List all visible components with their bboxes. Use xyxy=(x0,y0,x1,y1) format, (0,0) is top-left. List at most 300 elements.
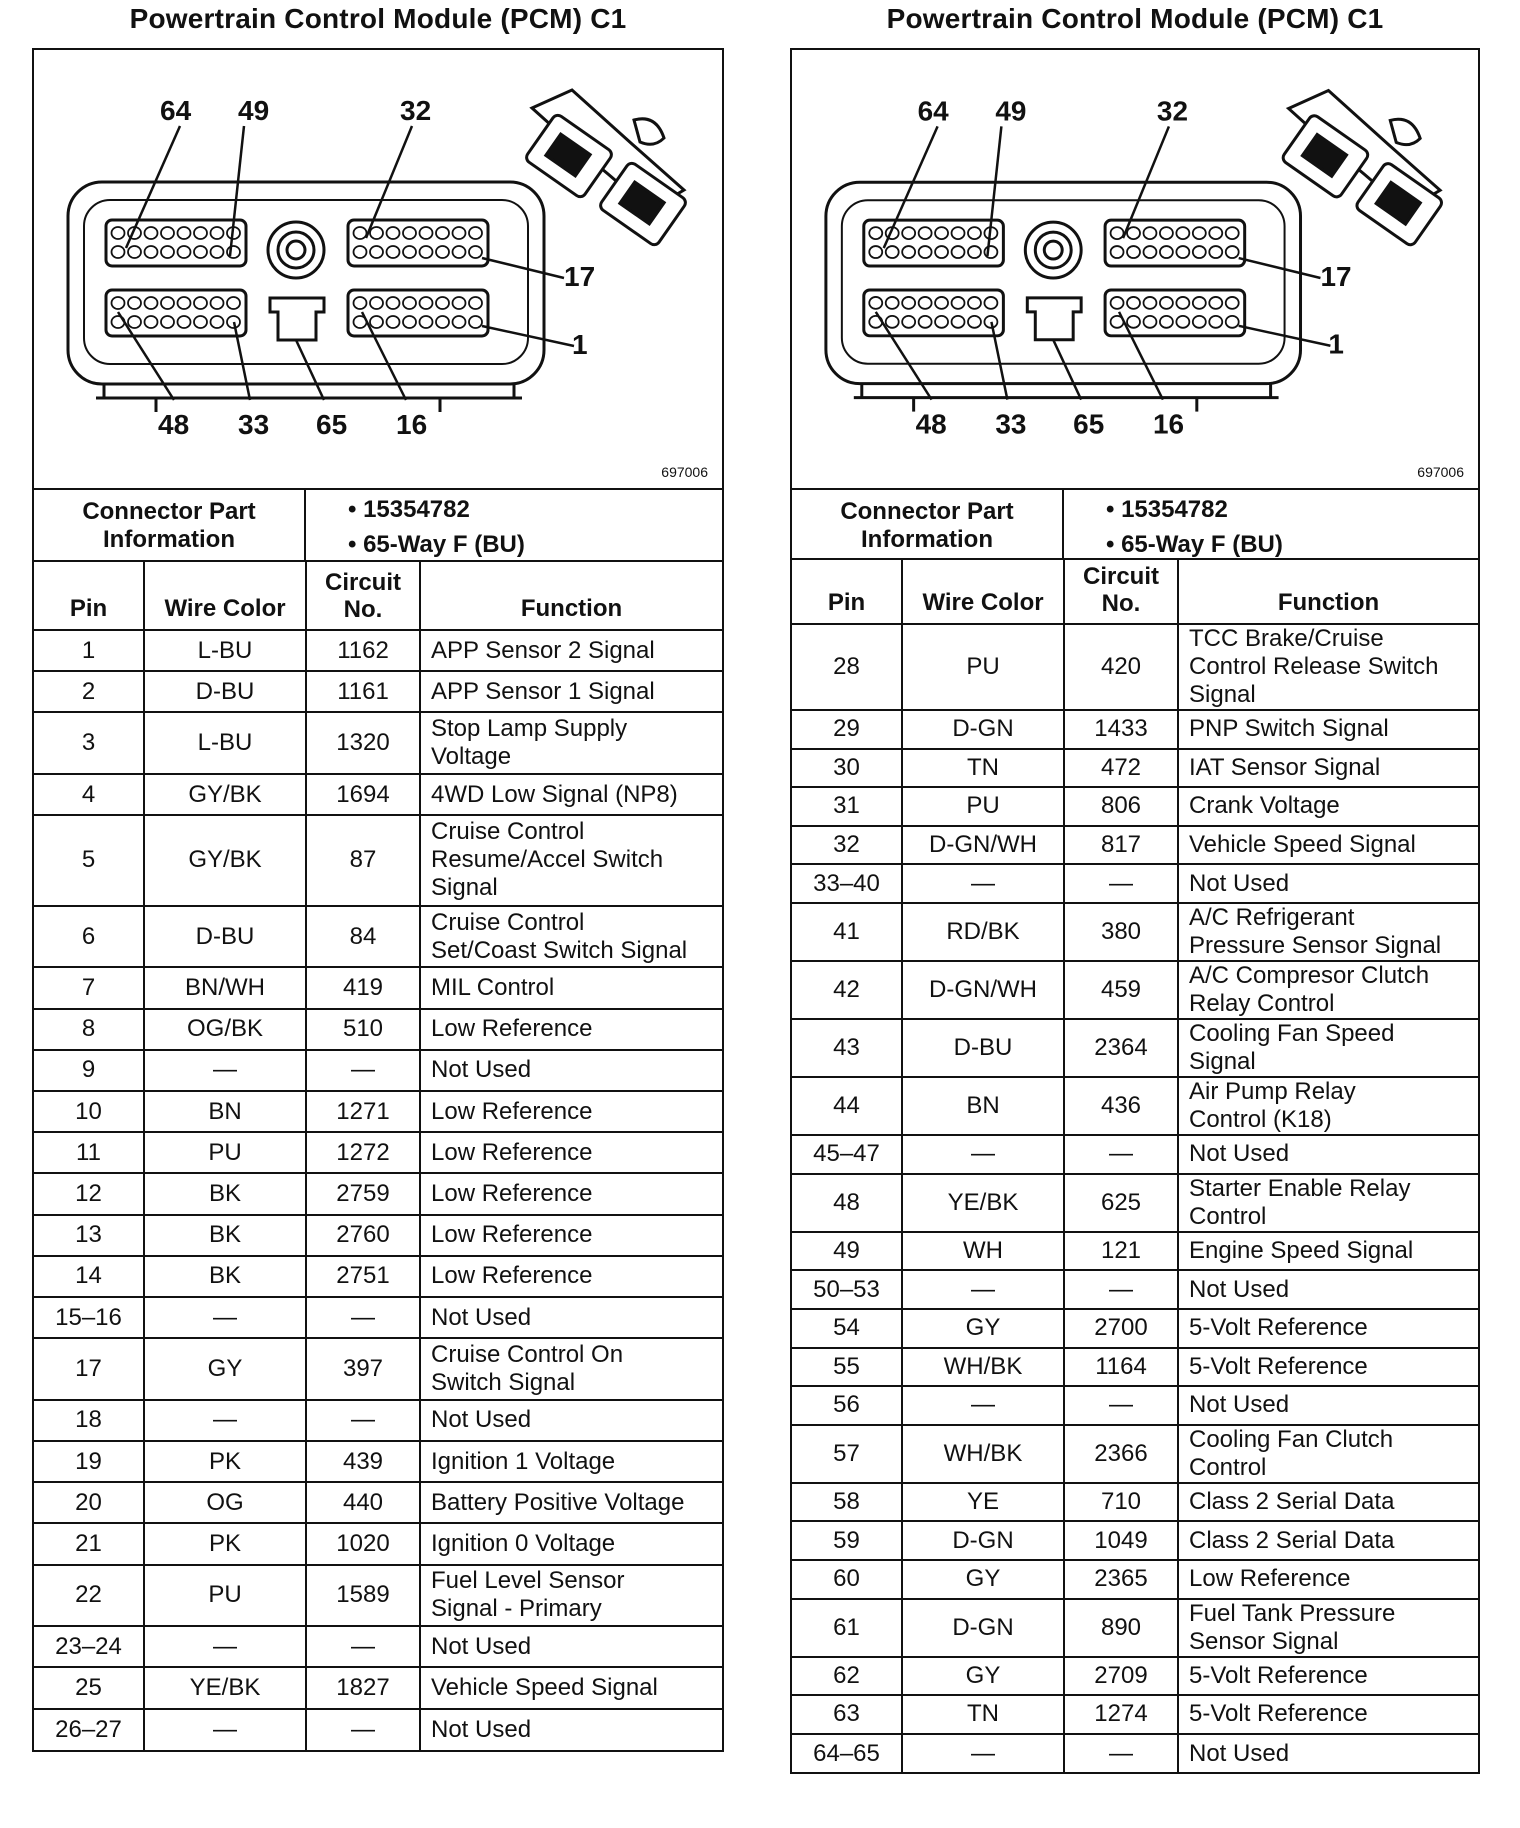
pin-cell: 33–40 xyxy=(792,864,902,903)
circuit-cell: — xyxy=(1064,1734,1178,1773)
wire-color-cell: D-GN xyxy=(902,1599,1064,1657)
circuit-cell: 1272 xyxy=(306,1132,420,1173)
wire-color-cell: — xyxy=(902,864,1064,903)
pin-hole xyxy=(968,227,981,239)
pin-hole xyxy=(420,246,433,258)
pin-hole xyxy=(1127,227,1140,239)
header-circuit: Circuit No. xyxy=(1064,560,1178,624)
pin-hole xyxy=(453,246,466,258)
pin-hole xyxy=(886,246,899,258)
wire-color-cell: YE/BK xyxy=(144,1667,306,1708)
function-cell xyxy=(1178,826,1478,865)
pin-table xyxy=(34,562,722,1750)
pin-hole xyxy=(1143,297,1156,309)
pin-cell: 60 xyxy=(792,1560,902,1599)
callout-49: 49 xyxy=(995,95,1027,127)
pin-hole xyxy=(952,227,965,239)
pin-hole xyxy=(984,297,997,309)
pin-cell: 9 xyxy=(34,1050,144,1091)
table-row xyxy=(792,903,1478,961)
pin-cell: 64–65 xyxy=(792,1734,902,1773)
pin-hole xyxy=(919,246,932,258)
table-row xyxy=(34,906,722,968)
pin-hole xyxy=(935,316,948,328)
wire-color-cell: — xyxy=(902,1135,1064,1174)
wire-color-cell: GY/BK xyxy=(144,815,306,906)
table-row xyxy=(34,630,722,671)
table-row xyxy=(792,1019,1478,1077)
table-row xyxy=(792,1483,1478,1522)
wire-color-cell: YE xyxy=(902,1483,1064,1522)
function-cell xyxy=(1178,787,1478,826)
pin-hole xyxy=(919,227,932,239)
pin-cell: 31 xyxy=(792,787,902,826)
table-row xyxy=(34,1215,722,1256)
wire-color-cell: WH/BK xyxy=(902,1348,1064,1387)
wire-color-cell: RD/BK xyxy=(902,903,1064,961)
circuit-cell: 625 xyxy=(1064,1174,1178,1232)
pin-rows xyxy=(34,630,722,1750)
pin-hole xyxy=(1176,227,1189,239)
pin-hole xyxy=(403,246,416,258)
table-row xyxy=(792,624,1478,710)
wire-color-cell: WH/BK xyxy=(902,1425,1064,1483)
pin-hole xyxy=(128,297,141,309)
wire-color-cell: — xyxy=(902,1386,1064,1425)
pin-hole xyxy=(1143,316,1156,328)
function-cell xyxy=(1178,710,1478,749)
connector-drawing xyxy=(34,50,722,490)
pin-hole xyxy=(902,227,915,239)
table-row xyxy=(792,1734,1478,1773)
pin-cell: 6 xyxy=(34,906,144,968)
function-cell xyxy=(1178,624,1478,710)
pin-hole xyxy=(403,227,416,239)
callout-65: 65 xyxy=(1073,408,1105,440)
wire-color-cell: GY xyxy=(902,1309,1064,1348)
callout-64: 64 xyxy=(917,95,949,127)
function-cell xyxy=(420,1297,722,1338)
pin-hole xyxy=(1127,297,1140,309)
circuit-cell: 2759 xyxy=(306,1173,420,1214)
pin-hole xyxy=(194,227,207,239)
pin-hole xyxy=(145,316,158,328)
function-line: Voltage xyxy=(431,743,512,771)
pin-cell: 18 xyxy=(34,1400,144,1441)
pin-cell: 21 xyxy=(34,1523,144,1564)
pin-hole xyxy=(469,246,482,258)
pin-cell: 50–53 xyxy=(792,1270,902,1309)
pin-hole xyxy=(436,316,449,328)
function-line: Cooling Fan Clutch xyxy=(1189,1425,1394,1453)
pin-hole xyxy=(1160,297,1173,309)
function-line: Sensor Signal xyxy=(1189,1627,1339,1655)
function-line: Vehicle Speed Signal xyxy=(431,1673,658,1701)
table-row xyxy=(792,1135,1478,1174)
callout-48: 48 xyxy=(915,408,947,440)
mini-connector-icon xyxy=(1281,91,1444,248)
pin-hole xyxy=(869,227,882,239)
circuit-cell: 440 xyxy=(306,1482,420,1523)
function-line: 4WD Low Signal (NP8) xyxy=(431,780,678,808)
table-header-row xyxy=(34,562,722,630)
pin-cell: 28 xyxy=(792,624,902,710)
pin-hole xyxy=(1160,246,1173,258)
function-line: Engine Speed Signal xyxy=(1189,1237,1414,1265)
pin-cell: 23–24 xyxy=(34,1626,144,1667)
connector-part-label: Connector Part Information xyxy=(34,490,306,560)
function-cell xyxy=(420,630,722,671)
pin-cell: 5 xyxy=(34,815,144,906)
circuit-cell: — xyxy=(306,1626,420,1667)
function-cell xyxy=(1178,903,1478,961)
wire-color-cell: D-GN xyxy=(902,710,1064,749)
function-line: Not Used xyxy=(431,1632,532,1660)
function-cell xyxy=(1178,749,1478,788)
pin-hole xyxy=(935,227,948,239)
pin-hole xyxy=(1193,227,1206,239)
function-line: Not Used xyxy=(1189,1391,1290,1419)
pin-cell: 4 xyxy=(34,774,144,815)
function-line: Class 2 Serial Data xyxy=(1189,1526,1395,1554)
function-line: Low Reference xyxy=(431,1262,593,1290)
wire-color-cell: WH xyxy=(902,1232,1064,1271)
table-row xyxy=(792,1657,1478,1696)
function-cell xyxy=(420,1565,722,1627)
function-cell xyxy=(420,1400,722,1441)
function-line: Control Release Switch xyxy=(1189,653,1439,680)
pin-hole xyxy=(1209,297,1222,309)
function-cell xyxy=(1178,864,1478,903)
table-row xyxy=(34,1523,722,1564)
connector-part-info xyxy=(792,490,1478,560)
function-cell xyxy=(420,671,722,712)
pin-hole xyxy=(902,246,915,258)
table-row xyxy=(792,749,1478,788)
pin-hole xyxy=(436,246,449,258)
function-line: 5-Volt Reference xyxy=(1189,1700,1368,1728)
function-line: Low Reference xyxy=(431,1015,593,1043)
wire-color-cell: PK xyxy=(144,1441,306,1482)
circuit-cell: 87 xyxy=(306,815,420,906)
callout-64: 64 xyxy=(160,95,192,126)
circuit-cell: 2364 xyxy=(1064,1019,1178,1077)
function-line: Not Used xyxy=(431,1056,532,1084)
pin-hole xyxy=(919,297,932,309)
pin-hole xyxy=(420,297,433,309)
pin-hole xyxy=(387,227,400,239)
wire-color-cell: OG xyxy=(144,1482,306,1523)
table-row xyxy=(792,1599,1478,1657)
pin-hole xyxy=(1193,316,1206,328)
function-line: Relay Control xyxy=(1189,990,1335,1018)
table-row xyxy=(34,1091,722,1132)
pin-hole xyxy=(902,297,915,309)
table-row xyxy=(34,1565,722,1627)
pin-hole xyxy=(211,316,224,328)
circuit-cell: 420 xyxy=(1064,624,1178,710)
function-cell xyxy=(420,1173,722,1214)
table-row xyxy=(792,826,1478,865)
pin-hole xyxy=(1209,246,1222,258)
circuit-cell: 436 xyxy=(1064,1077,1178,1135)
pin-hole xyxy=(354,297,367,309)
pin-hole xyxy=(128,316,141,328)
function-line: 5-Volt Reference xyxy=(1189,1314,1368,1342)
function-cell xyxy=(420,1709,722,1750)
wire-color-cell: BK xyxy=(144,1256,306,1297)
pin-cell: 59 xyxy=(792,1521,902,1560)
circuit-cell: — xyxy=(306,1050,420,1091)
function-cell xyxy=(420,1050,722,1091)
function-line: Cruise Control xyxy=(431,908,585,936)
circuit-cell: 2365 xyxy=(1064,1560,1178,1599)
circuit-cell: 121 xyxy=(1064,1232,1178,1271)
circuit-cell: 419 xyxy=(306,967,420,1008)
pin-hole xyxy=(370,227,383,239)
table-row xyxy=(792,1174,1478,1232)
mini-connector-icon xyxy=(524,90,687,247)
wire-color-cell: GY/BK xyxy=(144,774,306,815)
table-row xyxy=(34,1400,722,1441)
pin-hole xyxy=(935,297,948,309)
table-row xyxy=(34,1338,722,1400)
function-line: Cooling Fan Speed xyxy=(1189,1020,1395,1048)
pin-hole xyxy=(436,297,449,309)
pin-cell: 44 xyxy=(792,1077,902,1135)
function-cell xyxy=(420,1091,722,1132)
wire-color-cell: — xyxy=(902,1734,1064,1773)
pin-hole xyxy=(453,227,466,239)
pin-hole xyxy=(1226,246,1239,258)
pin-hole xyxy=(227,246,240,258)
function-line: Class 2 Serial Data xyxy=(1189,1488,1395,1516)
header-function: Function xyxy=(1178,560,1478,624)
pin-hole xyxy=(1160,316,1173,328)
pin-hole xyxy=(370,297,383,309)
connector-part-values xyxy=(306,490,525,560)
pin-hole xyxy=(161,246,174,258)
wire-color-cell: OG/BK xyxy=(144,1009,306,1050)
pin-hole xyxy=(211,246,224,258)
circuit-cell: 2751 xyxy=(306,1256,420,1297)
pin-hole xyxy=(1111,297,1124,309)
function-line: Control xyxy=(1189,1202,1267,1230)
function-line: Crank Voltage xyxy=(1189,792,1340,820)
function-line: Switch Signal xyxy=(431,1368,576,1396)
table-row xyxy=(34,1009,722,1050)
pin-cell: 57 xyxy=(792,1425,902,1483)
function-line: 5-Volt Reference xyxy=(1189,1352,1368,1380)
circuit-cell: — xyxy=(1064,864,1178,903)
pin-hole xyxy=(1143,227,1156,239)
table-row xyxy=(34,1297,722,1338)
function-cell xyxy=(1178,1270,1478,1309)
pin-hole xyxy=(1127,246,1140,258)
part-number: • 15354782 xyxy=(1106,496,1228,523)
table-row xyxy=(792,1695,1478,1734)
function-cell xyxy=(1178,1348,1478,1387)
circuit-cell: 510 xyxy=(306,1009,420,1050)
header-pin: Pin xyxy=(34,562,144,630)
table-row xyxy=(792,1521,1478,1560)
pin-hole xyxy=(984,316,997,328)
function-line: Not Used xyxy=(1189,869,1290,897)
wire-color-cell: — xyxy=(902,1270,1064,1309)
pin-cell: 22 xyxy=(34,1565,144,1627)
part-description: • 65-Way F (BU) xyxy=(348,531,525,558)
table-row xyxy=(792,1232,1478,1271)
circuit-cell: — xyxy=(306,1400,420,1441)
table-row xyxy=(34,1050,722,1091)
circuit-cell: 1694 xyxy=(306,774,420,815)
wire-color-cell: PU xyxy=(144,1565,306,1627)
table-row xyxy=(34,1132,722,1173)
wire-color-cell: D-GN/WH xyxy=(902,826,1064,865)
callout-1: 1 xyxy=(1328,328,1344,360)
circuit-cell: 1274 xyxy=(1064,1695,1178,1734)
function-cell xyxy=(420,1626,722,1667)
pin-hole xyxy=(469,227,482,239)
panel-title: Powertrain Control Module (PCM) C1 xyxy=(129,3,627,34)
function-cell xyxy=(1178,1695,1478,1734)
function-cell xyxy=(420,1667,722,1708)
function-line: Battery Positive Voltage xyxy=(431,1488,685,1516)
figure-code: 697006 xyxy=(1417,464,1464,480)
function-cell xyxy=(420,1009,722,1050)
pin-hole xyxy=(1127,316,1140,328)
pin-cell: 26–27 xyxy=(34,1709,144,1750)
header-pin: Pin xyxy=(792,560,902,624)
function-cell xyxy=(420,712,722,774)
circuit-cell: 710 xyxy=(1064,1483,1178,1522)
pin-cell: 49 xyxy=(792,1232,902,1271)
pin-hole xyxy=(453,316,466,328)
function-line: Set/Coast Switch Signal xyxy=(431,936,688,964)
function-line: Fuel Level Sensor xyxy=(431,1567,625,1595)
table-row xyxy=(34,815,722,906)
function-line: Starter Enable Relay xyxy=(1189,1174,1411,1202)
pin-rows xyxy=(792,624,1478,1772)
pin-hole xyxy=(403,316,416,328)
function-line: Resume/Accel Switch xyxy=(431,846,664,874)
pin-cell: 43 xyxy=(792,1019,902,1077)
function-cell xyxy=(420,906,722,968)
circuit-cell: 1320 xyxy=(306,712,420,774)
pin-hole xyxy=(1209,316,1222,328)
callout-48: 48 xyxy=(158,409,190,440)
wire-color-cell: — xyxy=(144,1709,306,1750)
wire-color-cell: BN xyxy=(144,1091,306,1132)
pin-cell: 32 xyxy=(792,826,902,865)
callout-16: 16 xyxy=(396,409,428,440)
table-row xyxy=(34,1709,722,1750)
pcm-connector-sheet xyxy=(32,48,724,1752)
connector-part-values xyxy=(1064,490,1283,558)
pin-cell: 8 xyxy=(34,1009,144,1050)
circuit-cell: — xyxy=(306,1709,420,1750)
pin-hole xyxy=(1209,227,1222,239)
pin-hole xyxy=(935,246,948,258)
pin-hole xyxy=(469,316,482,328)
pin-hole xyxy=(952,297,965,309)
pin-hole xyxy=(436,227,449,239)
function-cell xyxy=(1178,1425,1478,1483)
function-line: A/C Refrigerant xyxy=(1189,903,1355,931)
wire-color-cell: BK xyxy=(144,1215,306,1256)
callout-32: 32 xyxy=(1156,95,1188,127)
figure-code: 697006 xyxy=(661,464,708,480)
wire-color-cell: GY xyxy=(144,1338,306,1400)
pin-cell: 63 xyxy=(792,1695,902,1734)
table-row xyxy=(34,1667,722,1708)
circuit-cell: 1020 xyxy=(306,1523,420,1564)
table-row xyxy=(792,1348,1478,1387)
wire-color-cell: L-BU xyxy=(144,712,306,774)
circuit-cell: 1162 xyxy=(306,630,420,671)
pin-hole xyxy=(354,227,367,239)
function-line: Air Pump Relay xyxy=(1189,1078,1356,1106)
function-cell xyxy=(420,1132,722,1173)
wire-color-cell: — xyxy=(144,1400,306,1441)
function-line: Not Used xyxy=(1189,1739,1290,1767)
pin-cell: 13 xyxy=(34,1215,144,1256)
pin-hole xyxy=(968,246,981,258)
pin-hole xyxy=(178,246,191,258)
pin-hole xyxy=(420,316,433,328)
pin-hole xyxy=(1226,316,1239,328)
pin-hole xyxy=(211,297,224,309)
pin-hole xyxy=(1176,297,1189,309)
function-line: Control (K18) xyxy=(1189,1106,1332,1134)
pin-cell: 7 xyxy=(34,967,144,1008)
callout-1: 1 xyxy=(572,329,588,360)
pin-hole xyxy=(112,297,125,309)
pin-hole xyxy=(1193,246,1206,258)
function-line: Not Used xyxy=(1189,1275,1290,1303)
header-circuit: Circuit No. xyxy=(306,562,420,630)
wire-color-cell: GY xyxy=(902,1657,1064,1696)
circuit-cell: — xyxy=(306,1297,420,1338)
circuit-cell: 890 xyxy=(1064,1599,1178,1657)
pin-hole xyxy=(1176,246,1189,258)
wire-color-cell: — xyxy=(144,1050,306,1091)
circuit-cell: 1161 xyxy=(306,671,420,712)
pin-hole xyxy=(161,297,174,309)
wire-color-cell: TN xyxy=(902,749,1064,788)
header-wire-color: Wire Color xyxy=(902,560,1064,624)
wire-color-cell: D-BU xyxy=(902,1019,1064,1077)
pin-hole xyxy=(194,316,207,328)
callout-32: 32 xyxy=(400,95,432,126)
function-cell xyxy=(1178,1560,1478,1599)
pin-hole xyxy=(194,297,207,309)
pin-cell: 62 xyxy=(792,1657,902,1696)
pin-cell: 42 xyxy=(792,961,902,1019)
table-row xyxy=(34,1482,722,1523)
pin-cell: 45–47 xyxy=(792,1135,902,1174)
callout-33: 33 xyxy=(238,409,270,440)
circuit-cell: 380 xyxy=(1064,903,1178,961)
pin-hole xyxy=(145,297,158,309)
callout-49: 49 xyxy=(238,95,270,126)
function-cell xyxy=(1178,1309,1478,1348)
pin-hole xyxy=(886,316,899,328)
table-row xyxy=(792,1425,1478,1483)
pin-cell: 25 xyxy=(34,1667,144,1708)
pin-hole xyxy=(145,246,158,258)
pin-hole xyxy=(194,246,207,258)
